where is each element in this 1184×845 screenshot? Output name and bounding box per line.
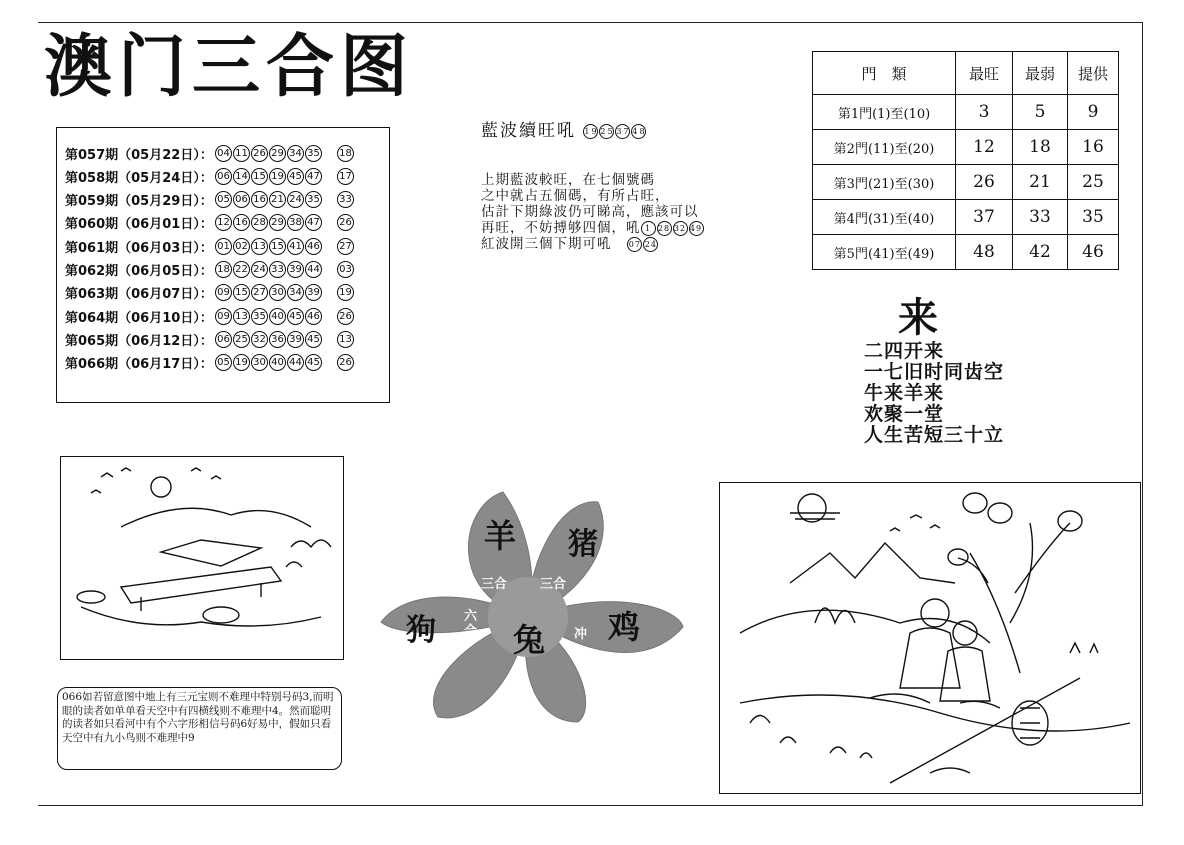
number-ball: 19 [269, 168, 286, 185]
gate-max-cell: 3 [956, 95, 1013, 130]
analysis-line: 估計下期綠波仍可睇高，應該可以 [481, 204, 699, 220]
number-ball: 01 [215, 238, 232, 255]
draw-label: 第065期（06月12日）： [65, 333, 213, 349]
page-title: 澳门三合图 [44, 28, 415, 107]
gate-min-cell: 5 [1013, 95, 1068, 130]
number-ball: 15 [251, 168, 268, 185]
special-ball: 26 [337, 354, 354, 371]
gate-gate-cell: 第4門(31)至(40) [813, 200, 956, 235]
gate-gate-cell: 第3門(21)至(30) [813, 165, 956, 200]
number-ball: 12 [215, 214, 232, 231]
gate-min-cell: 21 [1013, 165, 1068, 200]
wave-headline-text: 藍波續旺吼 [481, 121, 576, 141]
gate-give-cell: 46 [1068, 235, 1119, 270]
number-ball: 44 [305, 261, 322, 278]
special-ball: 26 [337, 214, 354, 231]
number-ball: 25 [599, 124, 614, 139]
number-ball: 13 [251, 238, 268, 255]
gates-header: 門 類 [813, 52, 956, 95]
draw-row [65, 189, 355, 211]
riddle-note: 066如若留意图中地上有三元宝则不难理中特别号码3,而明眼的读者如单单看天空中有四横线则不难理中4。然而聪明的读者如只看河中有个六字形相信号码6好易中，假如只看天空中有九小鸟则不难理中9 [57, 687, 342, 770]
number-ball: 39 [305, 284, 322, 301]
relation-liuhe: 六合 [464, 609, 478, 639]
number-ball: 44 [287, 354, 304, 371]
wave-headline-balls [583, 121, 647, 141]
special-ball: 19 [337, 284, 354, 301]
number-ball: 11 [233, 145, 250, 162]
draw-label: 第062期（06月05日）： [65, 264, 213, 279]
number-ball: 28 [251, 214, 268, 231]
number-ball: 45 [287, 308, 304, 325]
number-ball: 18 [215, 261, 232, 278]
gate-row [813, 235, 1119, 270]
draw-label: 第057期（05月22日）： [65, 147, 213, 163]
riddle-picture-left [60, 456, 344, 660]
draw-row [65, 259, 355, 281]
number-ball: 28 [657, 221, 672, 236]
number-ball: 14 [233, 168, 250, 185]
number-ball: 37 [615, 124, 630, 139]
draw-label: 第063期（06月07日）： [65, 287, 213, 303]
number-ball: 09 [215, 308, 232, 325]
number-ball: 45 [305, 354, 322, 371]
number-ball: 45 [287, 168, 304, 185]
draw-label: 第061期（06月03日）： [65, 240, 213, 256]
number-ball: 24 [287, 191, 304, 208]
gate-min-cell: 33 [1013, 200, 1068, 235]
draw-row [65, 212, 355, 234]
zodiac-rooster: 鸡 [608, 608, 641, 646]
poem-line: 欢聚一堂 [864, 403, 945, 425]
number-ball: 40 [269, 308, 286, 325]
zodiac-sheep: 羊 [484, 517, 517, 555]
number-ball: 15 [233, 284, 250, 301]
gate-give-cell: 16 [1068, 130, 1119, 165]
number-ball: 33 [269, 261, 286, 278]
gate-row [813, 200, 1119, 235]
gates-header: 最旺 [956, 52, 1013, 95]
draw-history-box [56, 127, 390, 403]
analysis-line [481, 220, 705, 236]
gates-header: 提供 [1068, 52, 1119, 95]
draw-row [65, 165, 355, 187]
analysis-line: 上期藍波較旺，在七個號碼 [481, 172, 655, 188]
zodiac-dog: 狗 [406, 613, 436, 648]
number-ball: 35 [251, 308, 268, 325]
number-ball: 36 [269, 331, 286, 348]
gate-max-cell: 48 [956, 235, 1013, 270]
children-fishing-illustration [720, 483, 1140, 793]
analysis-balls [627, 236, 659, 252]
gate-min-cell: 18 [1013, 130, 1068, 165]
draw-row [65, 328, 355, 350]
number-ball: 27 [251, 284, 268, 301]
number-ball: 24 [251, 261, 268, 278]
number-ball: 39 [287, 261, 304, 278]
gates-header-row [813, 52, 1119, 95]
number-ball: 16 [233, 214, 250, 231]
number-ball: 25 [233, 331, 250, 348]
special-ball: 17 [337, 168, 354, 185]
number-ball: 06 [233, 191, 250, 208]
draw-label: 第059期（05月29日）： [65, 194, 213, 210]
gate-give-cell: 25 [1068, 165, 1119, 200]
number-ball: 32 [251, 331, 268, 348]
special-ball: 03 [337, 261, 354, 278]
draw-label: 第066期（06月17日）： [65, 357, 213, 373]
number-ball: 19 [233, 354, 250, 371]
number-ball: 29 [269, 145, 286, 162]
number-ball: 15 [269, 238, 286, 255]
number-ball: 38 [287, 214, 304, 231]
number-ball: 46 [305, 238, 322, 255]
number-ball: 06 [215, 331, 232, 348]
number-ball: 29 [269, 214, 286, 231]
gate-max-cell: 12 [956, 130, 1013, 165]
draw-row [65, 282, 355, 304]
gate-gate-cell: 第2門(11)至(20) [813, 130, 956, 165]
number-ball: 30 [251, 354, 268, 371]
zodiac-pig: 猪 [568, 527, 598, 562]
number-ball: 07 [627, 237, 642, 252]
special-ball: 27 [337, 238, 354, 255]
number-ball: 49 [689, 221, 704, 236]
number-ball: 22 [233, 261, 250, 278]
poem-line: 人生苦短三十立 [864, 424, 1005, 446]
draw-label: 第058期（05月24日）： [65, 170, 213, 186]
number-ball: 04 [215, 145, 232, 162]
analysis-line-text: 再旺，不妨搏够四個，吼 [481, 220, 641, 236]
number-ball: 35 [305, 191, 322, 208]
analysis-line: 之中就占五個碼，有所占旺， [481, 188, 670, 204]
wave-analysis [481, 172, 705, 252]
draw-row [65, 235, 355, 257]
riddle-picture-right [719, 482, 1141, 794]
number-ball: 24 [643, 237, 658, 252]
relation-sanhe-left: 三合 [481, 577, 508, 592]
poem-line: 二四开来 [864, 340, 945, 362]
draw-row [65, 305, 355, 327]
landscape-illustration [61, 457, 343, 659]
gate-give-cell: 35 [1068, 200, 1119, 235]
relation-sanhe-right: 三合 [540, 577, 567, 592]
gates-table [812, 51, 1119, 270]
gate-max-cell: 37 [956, 200, 1013, 235]
number-ball: 06 [215, 168, 232, 185]
riddle-poem [864, 341, 1004, 446]
number-ball: 45 [305, 331, 322, 348]
special-ball: 18 [337, 145, 354, 162]
number-ball: 21 [269, 191, 286, 208]
poem-line: 牛来羊来 [864, 382, 945, 404]
number-ball: 48 [631, 124, 646, 139]
analysis-balls [641, 220, 705, 236]
number-ball: 32 [673, 221, 688, 236]
number-ball: 19 [583, 124, 598, 139]
number-ball: 16 [251, 191, 268, 208]
gate-row [813, 165, 1119, 200]
draw-row [65, 352, 355, 374]
zodiac-rabbit: 兔 [513, 621, 546, 659]
special-ball: 33 [337, 191, 354, 208]
relation-chong: 冲 [574, 627, 588, 642]
number-ball: 05 [215, 191, 232, 208]
draw-label: 第060期（06月01日）： [65, 217, 213, 233]
special-ball: 13 [337, 331, 354, 348]
number-ball: 02 [233, 238, 250, 255]
number-ball: 13 [233, 308, 250, 325]
number-ball: 09 [215, 284, 232, 301]
number-ball: 40 [269, 354, 286, 371]
number-ball: 41 [287, 238, 304, 255]
draw-label: 第064期（06月10日）： [65, 310, 213, 326]
number-ball: 30 [269, 284, 286, 301]
gates-header: 最弱 [1013, 52, 1068, 95]
gate-max-cell: 26 [956, 165, 1013, 200]
gate-gate-cell: 第5門(41)至(49) [813, 235, 956, 270]
number-ball: 47 [305, 214, 322, 231]
draw-row [65, 142, 355, 164]
gate-row [813, 95, 1119, 130]
number-ball: 47 [305, 168, 322, 185]
gate-min-cell: 42 [1013, 235, 1068, 270]
number-ball: 39 [287, 331, 304, 348]
analysis-line [481, 236, 705, 252]
gate-gate-cell: 第1門(1)至(10) [813, 95, 956, 130]
wave-headline [481, 116, 647, 141]
number-ball: 26 [251, 145, 268, 162]
gate-row [813, 130, 1119, 165]
analysis-line-text: 紅波開三個下期可吼 [481, 236, 612, 252]
number-ball: 1 [641, 221, 656, 236]
number-ball: 46 [305, 308, 322, 325]
number-ball: 05 [215, 354, 232, 371]
number-ball: 34 [287, 284, 304, 301]
special-ball: 26 [337, 308, 354, 325]
zodiac-flower [378, 487, 688, 727]
gate-give-cell: 9 [1068, 95, 1119, 130]
poem-line: 一七旧时同齿空 [864, 361, 1005, 383]
lai-character: 来 [898, 294, 938, 341]
number-ball: 35 [305, 145, 322, 162]
number-ball: 34 [287, 145, 304, 162]
